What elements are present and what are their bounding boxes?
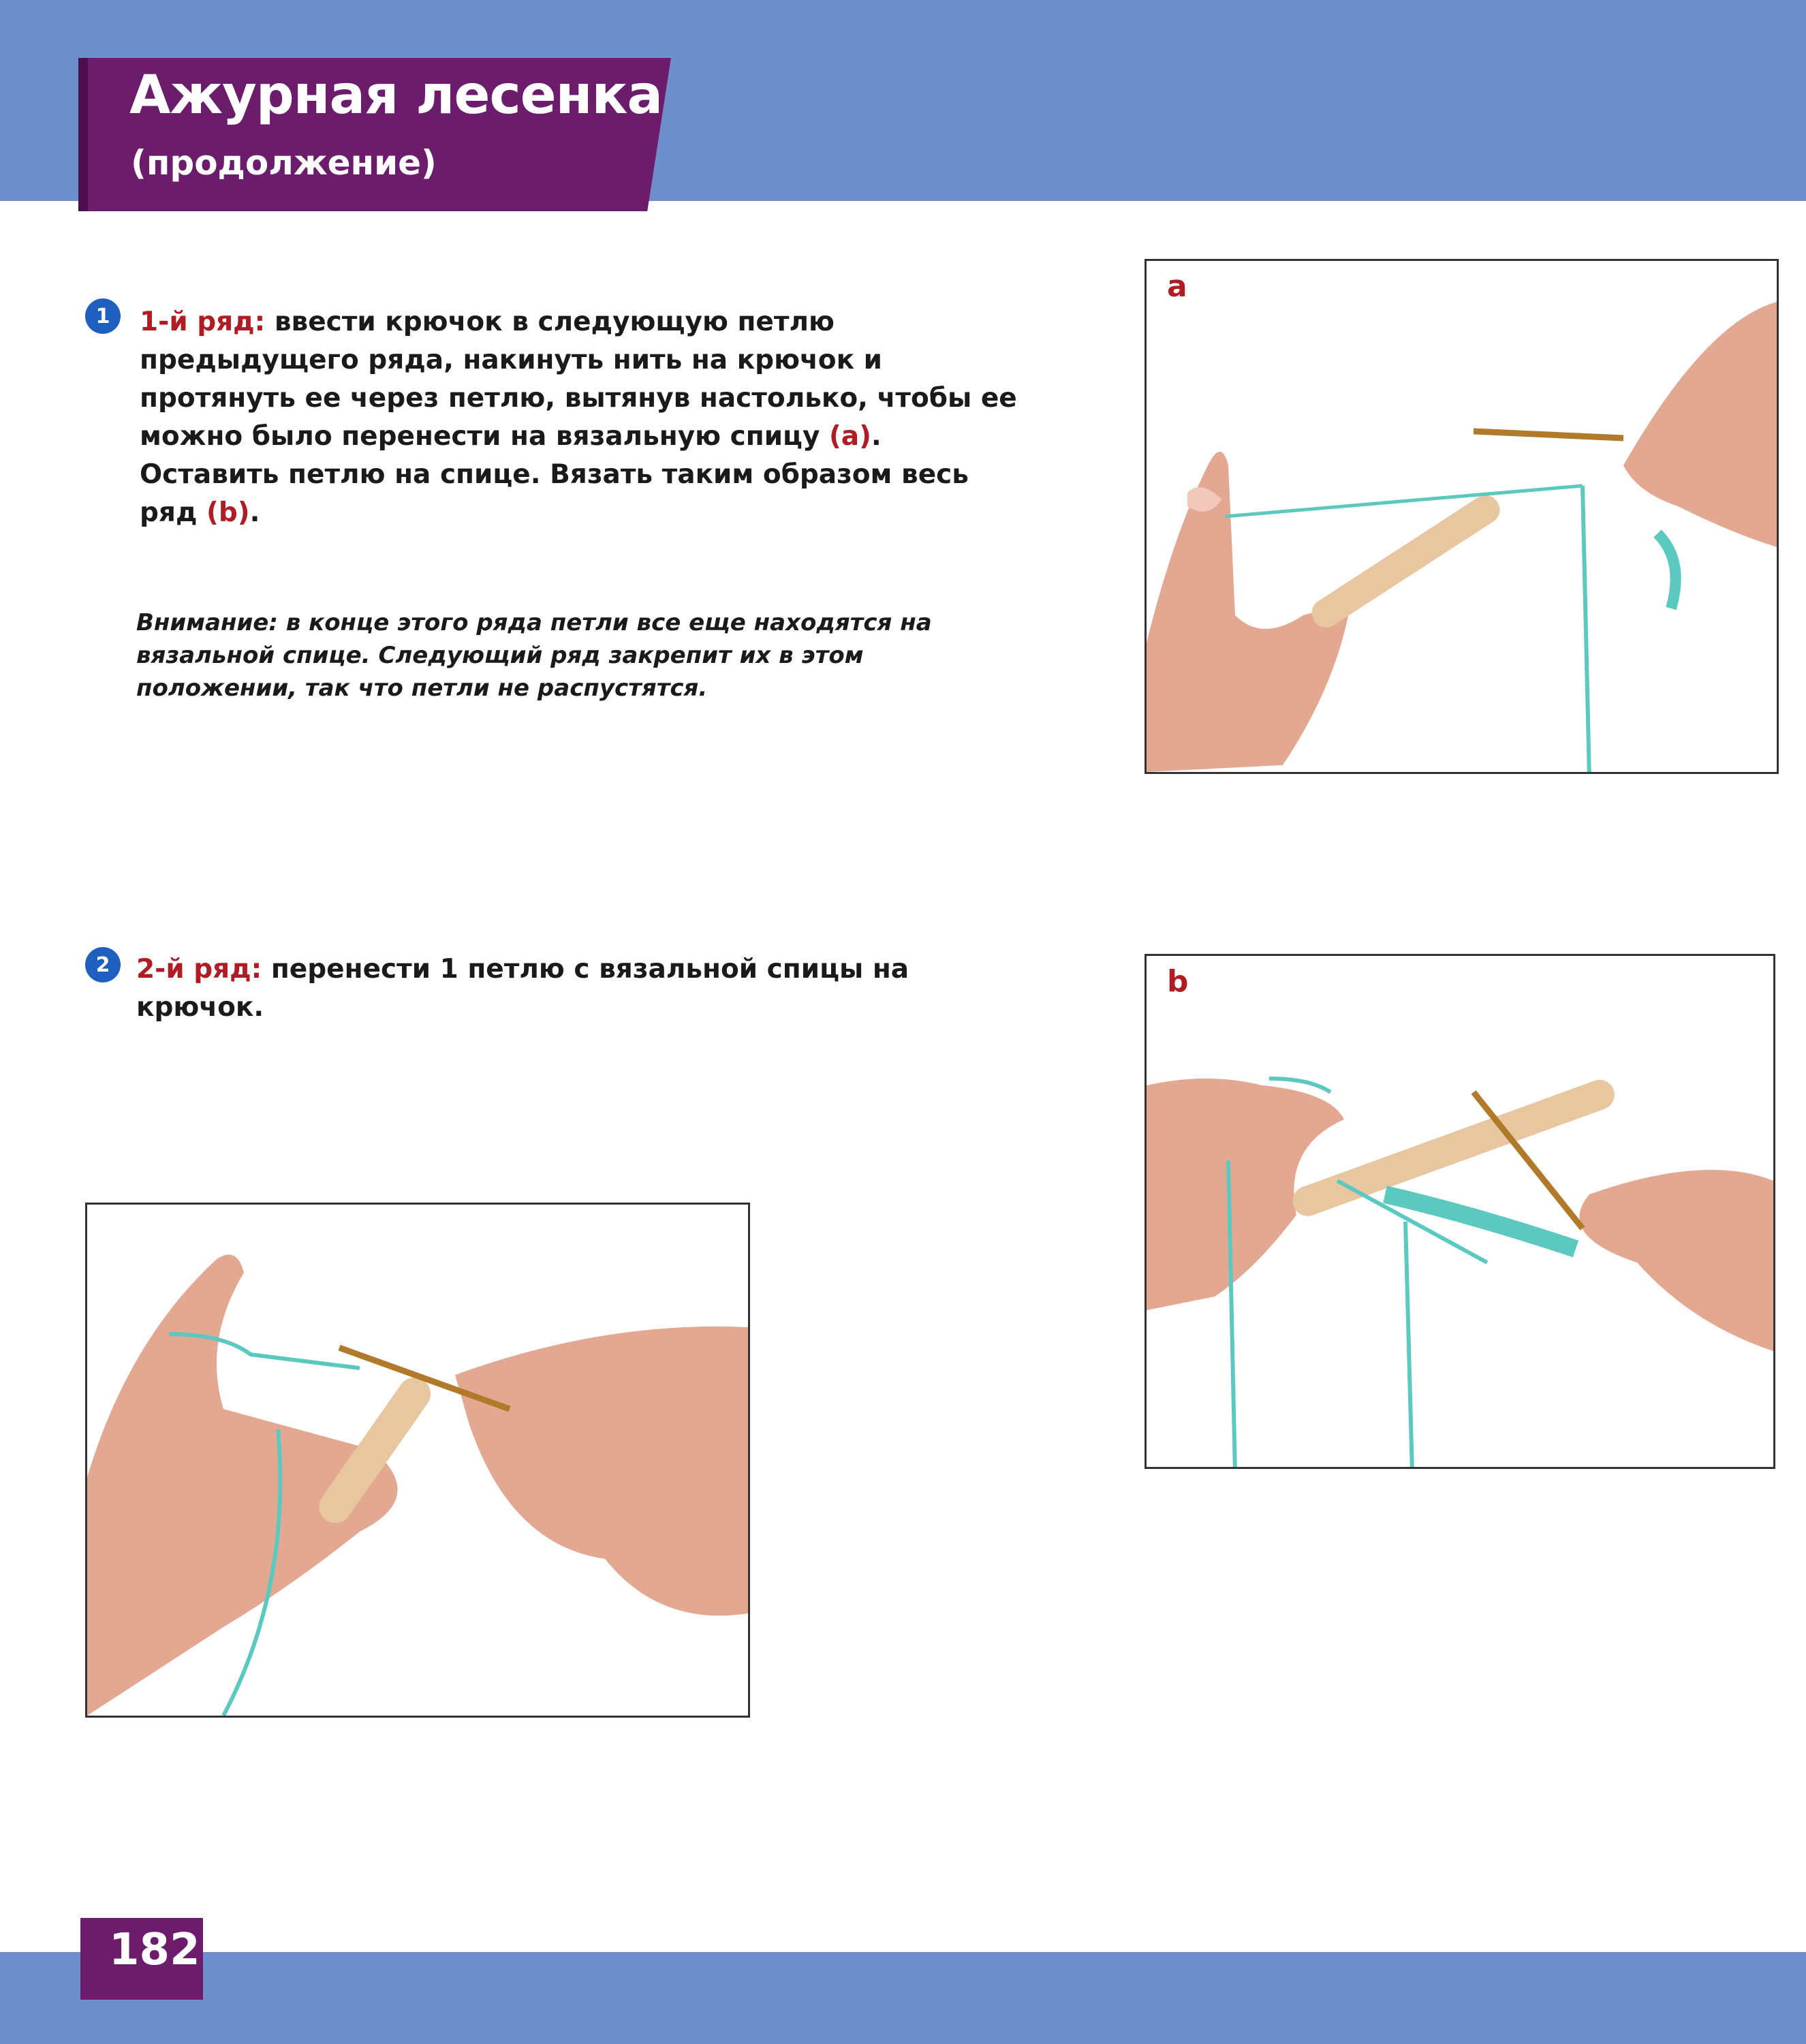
step-1-text [140,303,1025,532]
photo-b [1145,954,1775,1469]
photo-c [85,1203,750,1718]
title-accent [78,58,88,211]
step-1-text-part3: . [249,497,260,528]
photo-b-illustration [1147,956,1773,1467]
step-2-badge: 2 [85,947,121,982]
ref-a: (a) [828,421,871,452]
page-number: 182 [109,1925,200,1975]
photo-a-illustration [1147,261,1777,772]
page-title: Ажурная лесенка [129,65,663,126]
photo-a-label: a [1167,269,1187,304]
note-label: Внимание: [136,609,278,636]
attention-note [136,606,1029,704]
step-2-text [136,950,1022,1027]
footer-band [0,1952,1806,2044]
step-2-label: 2-й ряд: [136,954,262,985]
step-1-label: 1-й ряд: [140,307,266,337]
step-1-text-part1: ввести крючок в следующую петлю предыдущего ряда, накинуть нить на крючок и протянуть ее через петлю, вытянув настолько, чтобы ее можно было перенести на вязальную спицу [140,307,1017,452]
note-text: в конце этого ряда петли все еще находятся на вязальной спице. Следующий ряд закрепит их в этом положении, так что петли не распустятся. [136,609,932,702]
step-1-text-part2: . Оставить петлю на спице. Вязать таким образом весь ряд [140,421,969,528]
photo-c-illustration [87,1205,748,1716]
step-1-badge: 1 [85,298,121,334]
photo-b-label: b [1167,964,1189,999]
photo-a [1145,259,1779,774]
page-subtitle: (продолжение) [131,143,437,183]
step-2-text-body: перенести 1 петлю с вязальной спицы на крючок. [136,954,909,1023]
ref-b: (b) [206,497,250,528]
